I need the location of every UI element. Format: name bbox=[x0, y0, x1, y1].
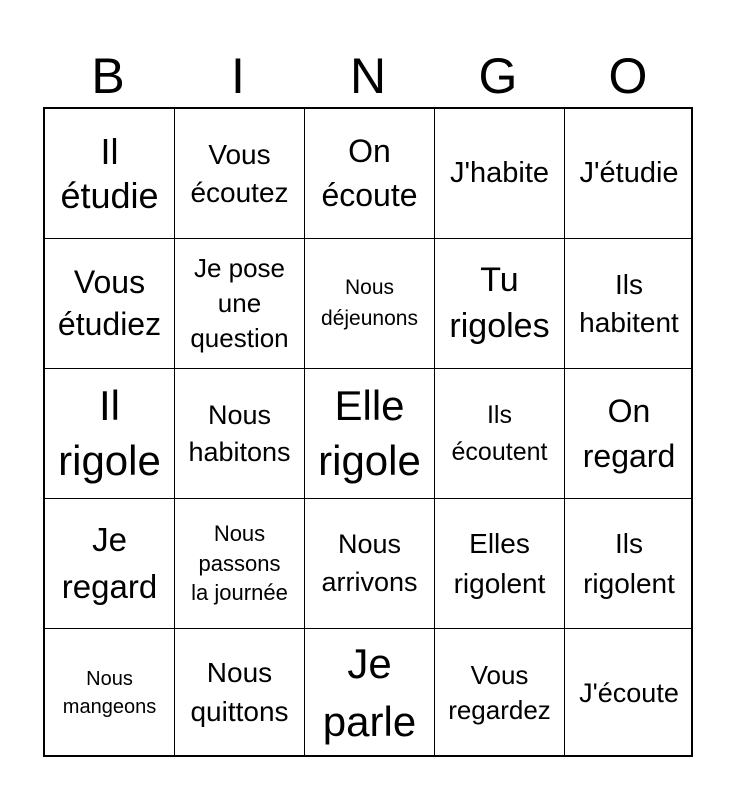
bingo-cell-r3-c2[interactable] bbox=[175, 369, 305, 499]
bingo-cell-r1-c4[interactable] bbox=[435, 109, 565, 239]
cell-text: Tu rigoles bbox=[449, 260, 550, 345]
bingo-cell-r2-c5[interactable] bbox=[565, 239, 693, 369]
bingo-cell-r2-c1[interactable] bbox=[45, 239, 175, 369]
bingo-cell-r1-c1[interactable] bbox=[45, 109, 175, 239]
bingo-cell-r4-c4[interactable] bbox=[435, 499, 565, 629]
bingo-cell-r1-c3[interactable] bbox=[305, 109, 435, 239]
cell-text: Ils habitent bbox=[579, 268, 679, 338]
bingo-cell-r2-c2[interactable] bbox=[175, 239, 305, 369]
bingo-cell-r4-c5[interactable] bbox=[565, 499, 693, 629]
bingo-cell-r2-c4[interactable] bbox=[435, 239, 565, 369]
cell-text: Je regard bbox=[61, 521, 158, 605]
cell-text: J'habite bbox=[449, 157, 550, 190]
cell-text: Elle rigole bbox=[318, 381, 421, 484]
header-letter-o: O bbox=[608, 48, 648, 104]
cell-text: Vous écoutez bbox=[190, 138, 289, 208]
cell-text: Elles rigolent bbox=[453, 528, 546, 599]
cell-text: Il rigole bbox=[58, 381, 161, 484]
cell-text: J'écoute bbox=[579, 677, 679, 708]
cell-text: Nous habitons bbox=[188, 400, 291, 467]
bingo-cell-r3-c4[interactable] bbox=[435, 369, 565, 499]
cell-text: Je pose une question bbox=[190, 252, 289, 354]
cell-text: J'étudie bbox=[579, 157, 679, 190]
bingo-cell-r5-c2[interactable] bbox=[175, 629, 305, 757]
bingo-cell-r3-c3[interactable] bbox=[305, 369, 435, 499]
cell-text: Je parle bbox=[322, 640, 417, 745]
bingo-card-grid bbox=[43, 107, 693, 757]
cell-text: Nous passons la journée bbox=[191, 520, 288, 606]
bingo-cell-r5-c4[interactable] bbox=[435, 629, 565, 757]
cell-text: On écoute bbox=[321, 133, 418, 213]
cell-text: Nous déjeunons bbox=[321, 276, 418, 330]
cell-text: Ils rigolent bbox=[583, 528, 675, 599]
bingo-cell-r5-c5[interactable] bbox=[565, 629, 693, 757]
bingo-cell-r3-c1[interactable] bbox=[45, 369, 175, 499]
bingo-cell-r4-c1[interactable] bbox=[45, 499, 175, 629]
cell-text: Nous mangeons bbox=[62, 668, 157, 718]
cell-text: Il étudie bbox=[60, 131, 159, 216]
header-letter-n: N bbox=[349, 48, 387, 104]
bingo-cell-r5-c3[interactable] bbox=[305, 629, 435, 757]
cell-text: Nous arrivons bbox=[321, 529, 418, 597]
bingo-cell-r2-c3[interactable] bbox=[305, 239, 435, 369]
bingo-cell-r5-c1[interactable] bbox=[45, 629, 175, 757]
bingo-cell-r4-c2[interactable] bbox=[175, 499, 305, 629]
cell-text: Vous étudiez bbox=[57, 263, 162, 342]
bingo-cell-r4-c3[interactable] bbox=[305, 499, 435, 629]
header-letter-g: G bbox=[478, 48, 518, 104]
bingo-header bbox=[43, 45, 693, 107]
cell-text: On regard bbox=[582, 392, 676, 474]
cell-text: Nous quittons bbox=[190, 657, 289, 727]
bingo-cell-r1-c2[interactable] bbox=[175, 109, 305, 239]
header-letter-i: I bbox=[231, 48, 245, 104]
bingo-cell-r1-c5[interactable] bbox=[565, 109, 693, 239]
bingo-cell-r3-c5[interactable] bbox=[565, 369, 693, 499]
header-letter-b: B bbox=[91, 48, 125, 104]
cell-text: Ils écoutent bbox=[451, 401, 548, 466]
cell-text: Vous regardez bbox=[448, 659, 551, 725]
